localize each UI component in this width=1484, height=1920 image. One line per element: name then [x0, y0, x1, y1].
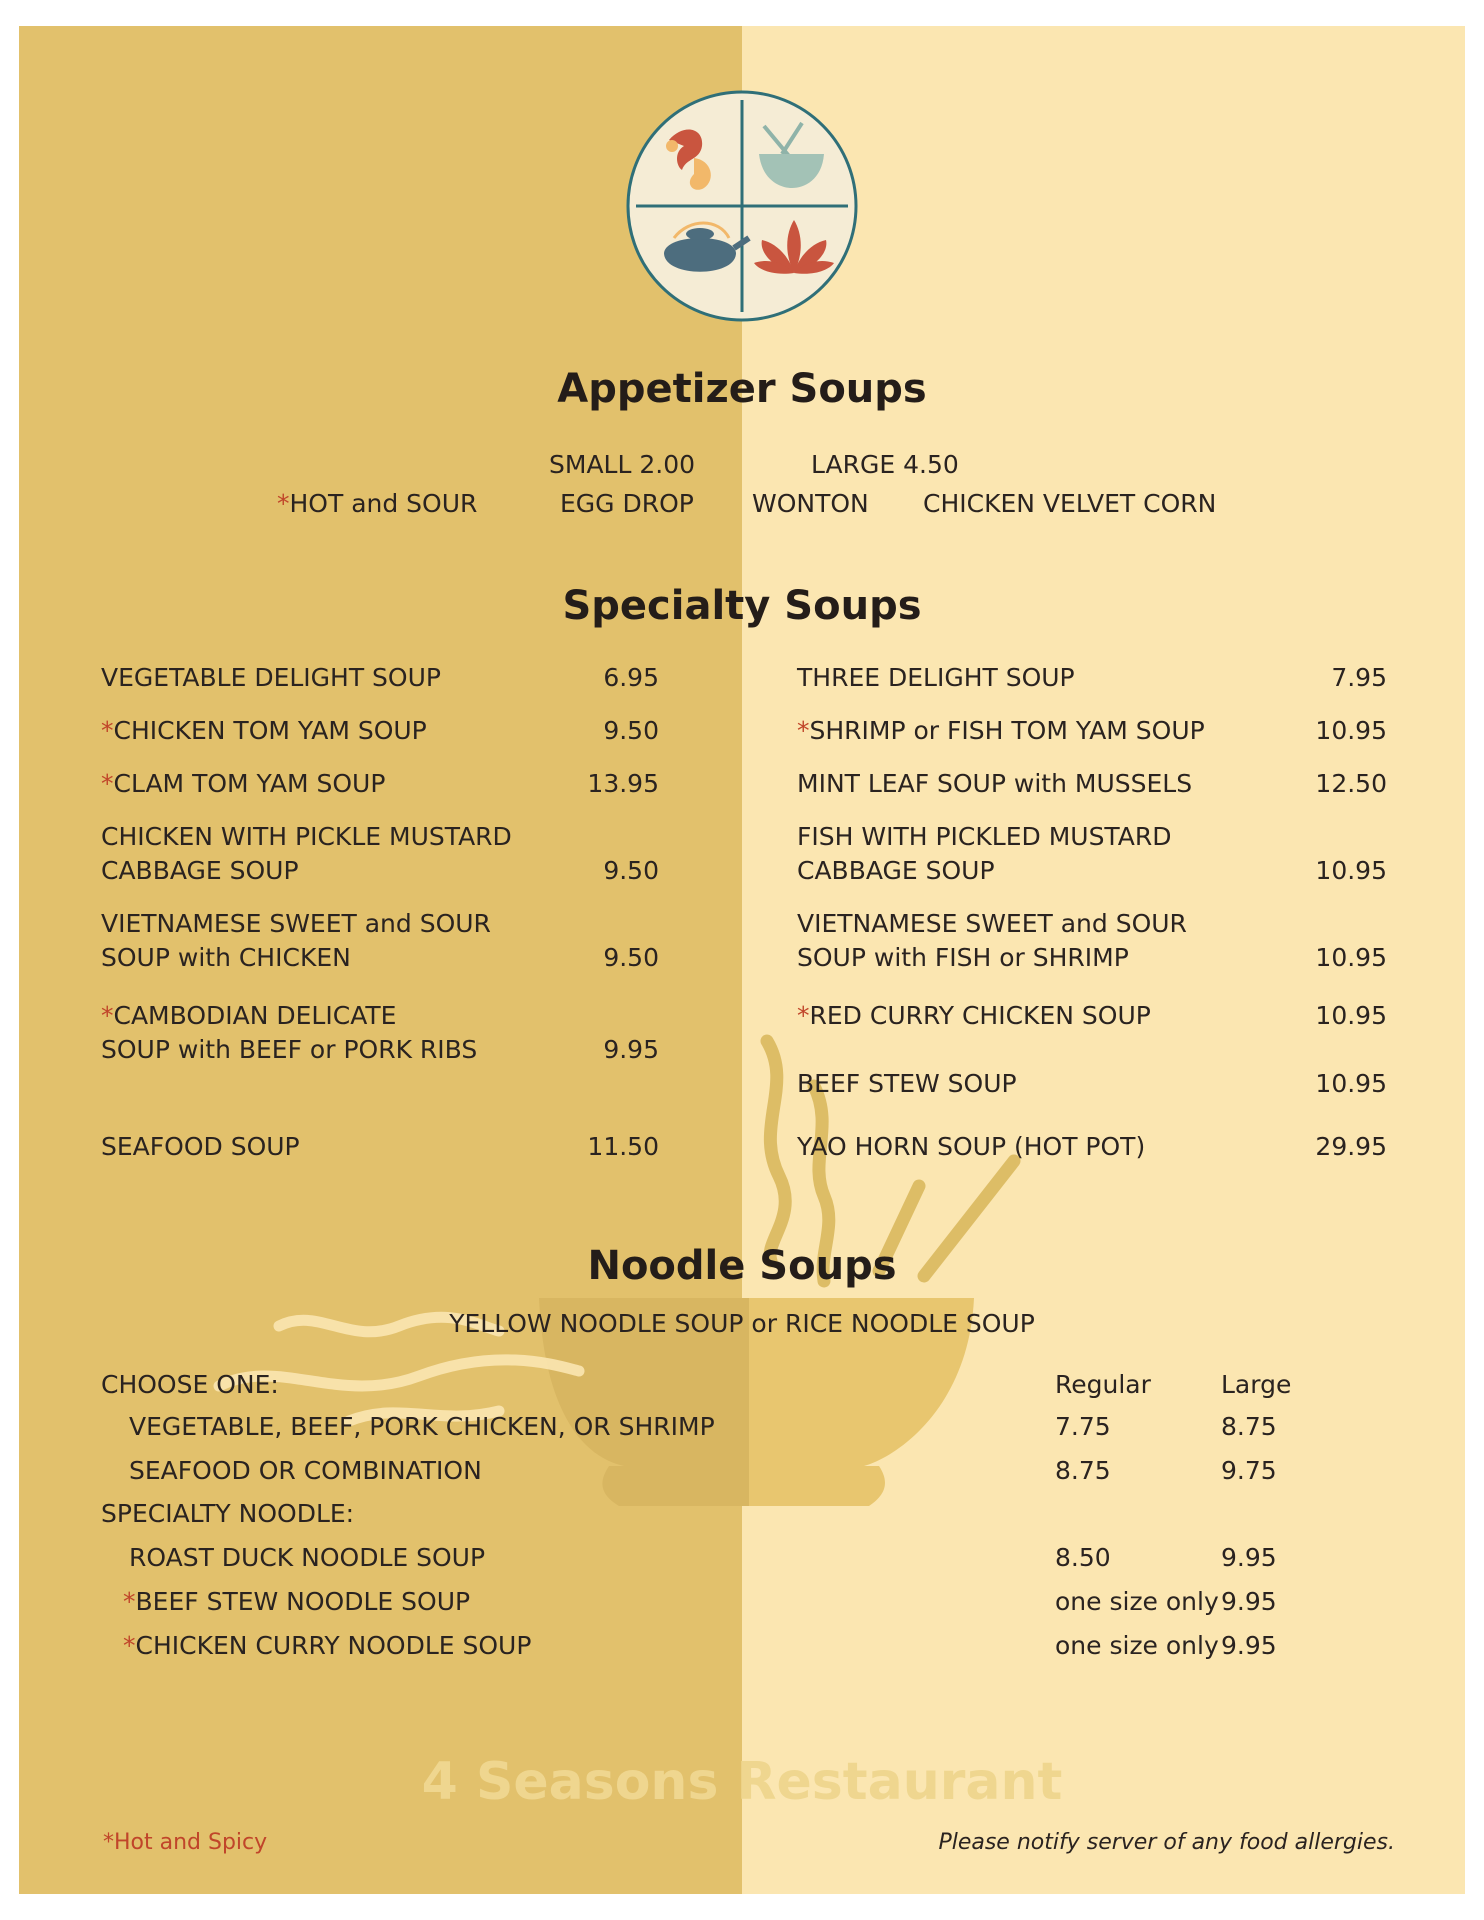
- menu-page: [19, 26, 1465, 1894]
- appetizer-item: [923, 489, 1216, 518]
- specialty-item-price: 9.50: [603, 856, 659, 885]
- small-price: SMALL 2.00: [549, 450, 696, 479]
- appetizer-title: Appetizer Soups: [557, 366, 927, 412]
- noodle-item-regular: one size only: [1055, 1631, 1219, 1660]
- specialty-item-name: *SHRIMP or FISH TOM YAM SOUP: [797, 716, 1205, 745]
- allergy-note: Please notify server of any food allergies.: [938, 1830, 1395, 1855]
- noodle-item-regular: 8.50: [1055, 1543, 1111, 1572]
- appetizer-item-name: CHICKEN VELVET CORN: [923, 489, 1217, 518]
- noodle-item-large: 9.75: [1221, 1456, 1277, 1485]
- specialty-item-name: SEAFOOD SOUP: [101, 1132, 300, 1161]
- specialty-item-name: VIETNAMESE SWEET and SOUR: [797, 909, 1187, 938]
- appetizer-item-name: EGG DROP: [560, 489, 694, 518]
- specialty-item-price: 9.95: [603, 1035, 659, 1064]
- specialty-item-name: VIETNAMESE SWEET and SOUR: [101, 909, 491, 938]
- noodle-item-large: 9.95: [1221, 1587, 1277, 1616]
- specialty-item-name: *CLAM TOM YAM SOUP: [101, 769, 386, 798]
- specialty-item-name: MINT LEAF SOUP with MUSSELS: [797, 769, 1193, 798]
- noodle-title: Noodle Soups: [587, 1243, 897, 1289]
- noodle-item-name: SEAFOOD OR COMBINATION: [129, 1456, 482, 1485]
- specialty-item-name: THREE DELIGHT SOUP: [797, 663, 1075, 692]
- noodle-item-name: *BEEF STEW NOODLE SOUP: [123, 1587, 471, 1616]
- specialty-item-name: BEEF STEW SOUP: [797, 1069, 1017, 1098]
- appetizer-item: [560, 489, 694, 518]
- specialty-item-name-line2: CABBAGE SOUP: [797, 856, 995, 885]
- large-price: LARGE 4.50: [811, 450, 959, 479]
- noodle-item-name: *CHICKEN CURRY NOODLE SOUP: [123, 1631, 532, 1660]
- noodle-item-name: ROAST DUCK NOODLE SOUP: [129, 1543, 486, 1572]
- noodle-item-regular: 7.75: [1055, 1412, 1111, 1441]
- appetizer-item: [752, 489, 869, 518]
- specialty-item-price: 10.95: [1315, 943, 1387, 972]
- specialty-item-price: 7.95: [1331, 663, 1387, 692]
- specialty-item-price: 29.95: [1315, 1132, 1387, 1161]
- specialty-item-name: CHICKEN WITH PICKLE MUSTARD: [101, 822, 512, 851]
- specialty-item-name-line2: SOUP with CHICKEN: [101, 943, 351, 972]
- appetizer-item-name: WONTON: [752, 489, 869, 518]
- specialty-item-price: 12.50: [1315, 769, 1387, 798]
- specialty-noodle-label: SPECIALTY NOODLE:: [101, 1499, 355, 1528]
- specialty-item-price: 10.95: [1315, 716, 1387, 745]
- specialty-item-name-line2: SOUP with BEEF or PORK RIBS: [101, 1035, 478, 1064]
- specialty-item-name-line2: SOUP with FISH or SHRIMP: [797, 943, 1129, 972]
- appetizer-item: [277, 489, 477, 518]
- specialty-item-price: 10.95: [1315, 856, 1387, 885]
- choose-one-label: CHOOSE ONE:: [101, 1370, 279, 1399]
- four-seasons-logo: [624, 88, 860, 324]
- specialty-item-price: 9.50: [603, 943, 659, 972]
- specialty-item-name-line2: CABBAGE SOUP: [101, 856, 299, 885]
- specialty-item-name: VEGETABLE DELIGHT SOUP: [101, 663, 441, 692]
- specialty-item-price: 11.50: [587, 1132, 659, 1161]
- specialty-item-price: 9.50: [603, 716, 659, 745]
- specialty-item-name: *CAMBODIAN DELICATE: [101, 1001, 397, 1030]
- hot-spicy-note: *Hot and Spicy: [103, 1830, 268, 1855]
- specialty-title: Specialty Soups: [562, 583, 922, 629]
- noodle-item-large: 9.95: [1221, 1543, 1277, 1572]
- specialty-item-name: FISH WITH PICKLED MUSTARD: [797, 822, 1172, 851]
- noodle-item-name: VEGETABLE, BEEF, PORK CHICKEN, OR SHRIMP: [129, 1412, 715, 1441]
- hot-spicy-marker: *: [277, 489, 290, 518]
- noodle-item-regular: 8.75: [1055, 1456, 1111, 1485]
- specialty-item-price: 10.95: [1315, 1001, 1387, 1030]
- restaurant-name: 4 Seasons Restaurant: [421, 1752, 1063, 1812]
- regular-column-header: Regular: [1055, 1370, 1151, 1399]
- specialty-item-price: 10.95: [1315, 1069, 1387, 1098]
- noodle-item-large: 9.95: [1221, 1631, 1277, 1660]
- specialty-item-price: 6.95: [603, 663, 659, 692]
- specialty-item-price: 13.95: [587, 769, 659, 798]
- appetizer-item-name: HOT and SOUR: [289, 489, 478, 518]
- specialty-item-name: *RED CURRY CHICKEN SOUP: [797, 1001, 1151, 1030]
- specialty-item-name: YAO HORN SOUP (HOT POT): [797, 1132, 1146, 1161]
- specialty-item-name: *CHICKEN TOM YAM SOUP: [101, 716, 427, 745]
- large-column-header: Large: [1221, 1370, 1292, 1399]
- noodle-subtitle: YELLOW NOODLE SOUP or RICE NOODLE SOUP: [449, 1309, 1035, 1338]
- noodle-item-large: 8.75: [1221, 1412, 1277, 1441]
- noodle-item-regular: one size only: [1055, 1587, 1219, 1616]
